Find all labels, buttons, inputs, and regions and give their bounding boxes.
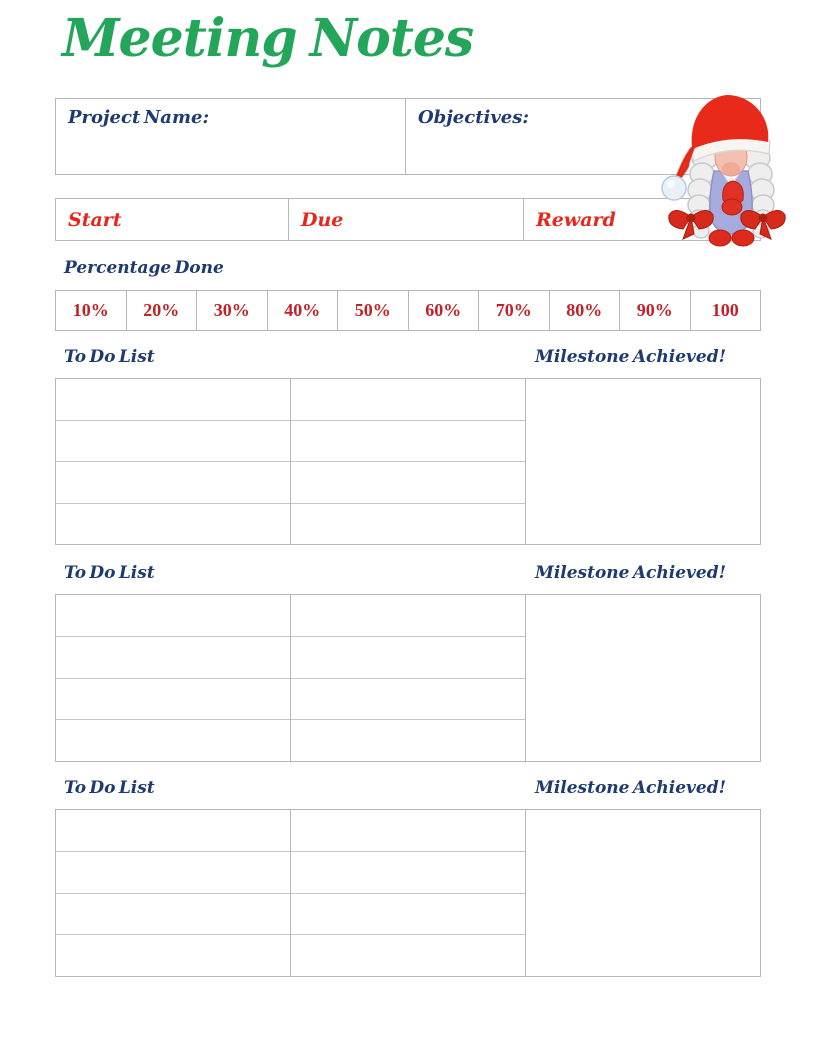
todo-cell[interactable] xyxy=(56,637,290,679)
percentage-cell-10[interactable]: 10% xyxy=(56,291,127,330)
todo-column-1b xyxy=(291,379,526,544)
todo-cell[interactable] xyxy=(291,504,525,545)
project-name-label: Project Name: xyxy=(68,107,210,128)
todo-column-2b xyxy=(291,595,526,761)
todo-cell[interactable] xyxy=(291,462,525,504)
milestone-box-1[interactable] xyxy=(526,379,760,544)
todo-column-3a xyxy=(56,810,291,976)
percentage-cell-90[interactable]: 90% xyxy=(620,291,691,330)
due-label: Due xyxy=(301,208,344,231)
percentage-cell-80[interactable]: 80% xyxy=(550,291,621,330)
milestone-label-2: Milestone Achieved! xyxy=(535,563,727,583)
todo-column-3b xyxy=(291,810,526,976)
todo-cell[interactable] xyxy=(291,595,525,637)
start-cell[interactable] xyxy=(56,199,289,240)
percentage-cell-30[interactable]: 30% xyxy=(197,291,268,330)
todo-cell[interactable] xyxy=(56,935,290,976)
project-name-cell[interactable] xyxy=(56,99,406,174)
todo-table-2 xyxy=(55,594,761,762)
todo-cell[interactable] xyxy=(291,379,525,421)
todo-list-label-1: To Do List xyxy=(64,347,155,367)
percentage-cell-20[interactable]: 20% xyxy=(127,291,198,330)
todo-list-label-3: To Do List xyxy=(64,778,155,798)
todo-column-1a xyxy=(56,379,291,544)
due-cell[interactable] xyxy=(289,199,524,240)
todo-list-label-2: To Do List xyxy=(64,563,155,583)
todo-cell[interactable] xyxy=(56,679,290,721)
gnome-illustration xyxy=(658,86,796,256)
gnome-svg xyxy=(658,86,796,256)
todo-cell[interactable] xyxy=(291,852,525,894)
todo-table-1 xyxy=(55,378,761,545)
milestone-label-1: Milestone Achieved! xyxy=(535,347,727,367)
todo-cell[interactable] xyxy=(291,637,525,679)
todo-cell[interactable] xyxy=(56,720,290,761)
todo-cell[interactable] xyxy=(56,894,290,936)
percentage-cell-40[interactable]: 40% xyxy=(268,291,339,330)
schedule-table xyxy=(55,198,761,241)
percentage-cell-60[interactable]: 60% xyxy=(409,291,480,330)
start-label: Start xyxy=(68,208,122,231)
page-title: Meeting Notes xyxy=(62,8,474,69)
objectives-label: Objectives: xyxy=(418,107,530,128)
todo-cell[interactable] xyxy=(56,504,290,545)
todo-cell[interactable] xyxy=(291,894,525,936)
percentage-cell-100[interactable]: 100 xyxy=(711,300,739,320)
milestone-box-2[interactable] xyxy=(526,595,760,761)
percentage-done-label: Percentage Done xyxy=(64,258,224,278)
percentage-cell-70[interactable]: 70% xyxy=(479,291,550,330)
todo-cell[interactable] xyxy=(56,421,290,463)
percentage-cell-50[interactable]: 50% xyxy=(338,291,409,330)
todo-cell[interactable] xyxy=(291,810,525,852)
milestone-box-3[interactable] xyxy=(526,810,760,976)
todo-cell[interactable] xyxy=(56,462,290,504)
todo-cell[interactable] xyxy=(291,720,525,761)
project-table xyxy=(55,98,761,175)
percentage-table xyxy=(55,290,761,331)
todo-cell[interactable] xyxy=(56,379,290,421)
todo-cell[interactable] xyxy=(56,852,290,894)
todo-cell[interactable] xyxy=(291,679,525,721)
todo-cell[interactable] xyxy=(291,421,525,463)
todo-cell[interactable] xyxy=(291,935,525,976)
todo-column-2a xyxy=(56,595,291,761)
todo-table-3 xyxy=(55,809,761,977)
todo-cell[interactable] xyxy=(56,595,290,637)
milestone-label-3: Milestone Achieved! xyxy=(535,778,727,798)
reward-label: Reward xyxy=(536,208,616,231)
todo-cell[interactable] xyxy=(56,810,290,852)
